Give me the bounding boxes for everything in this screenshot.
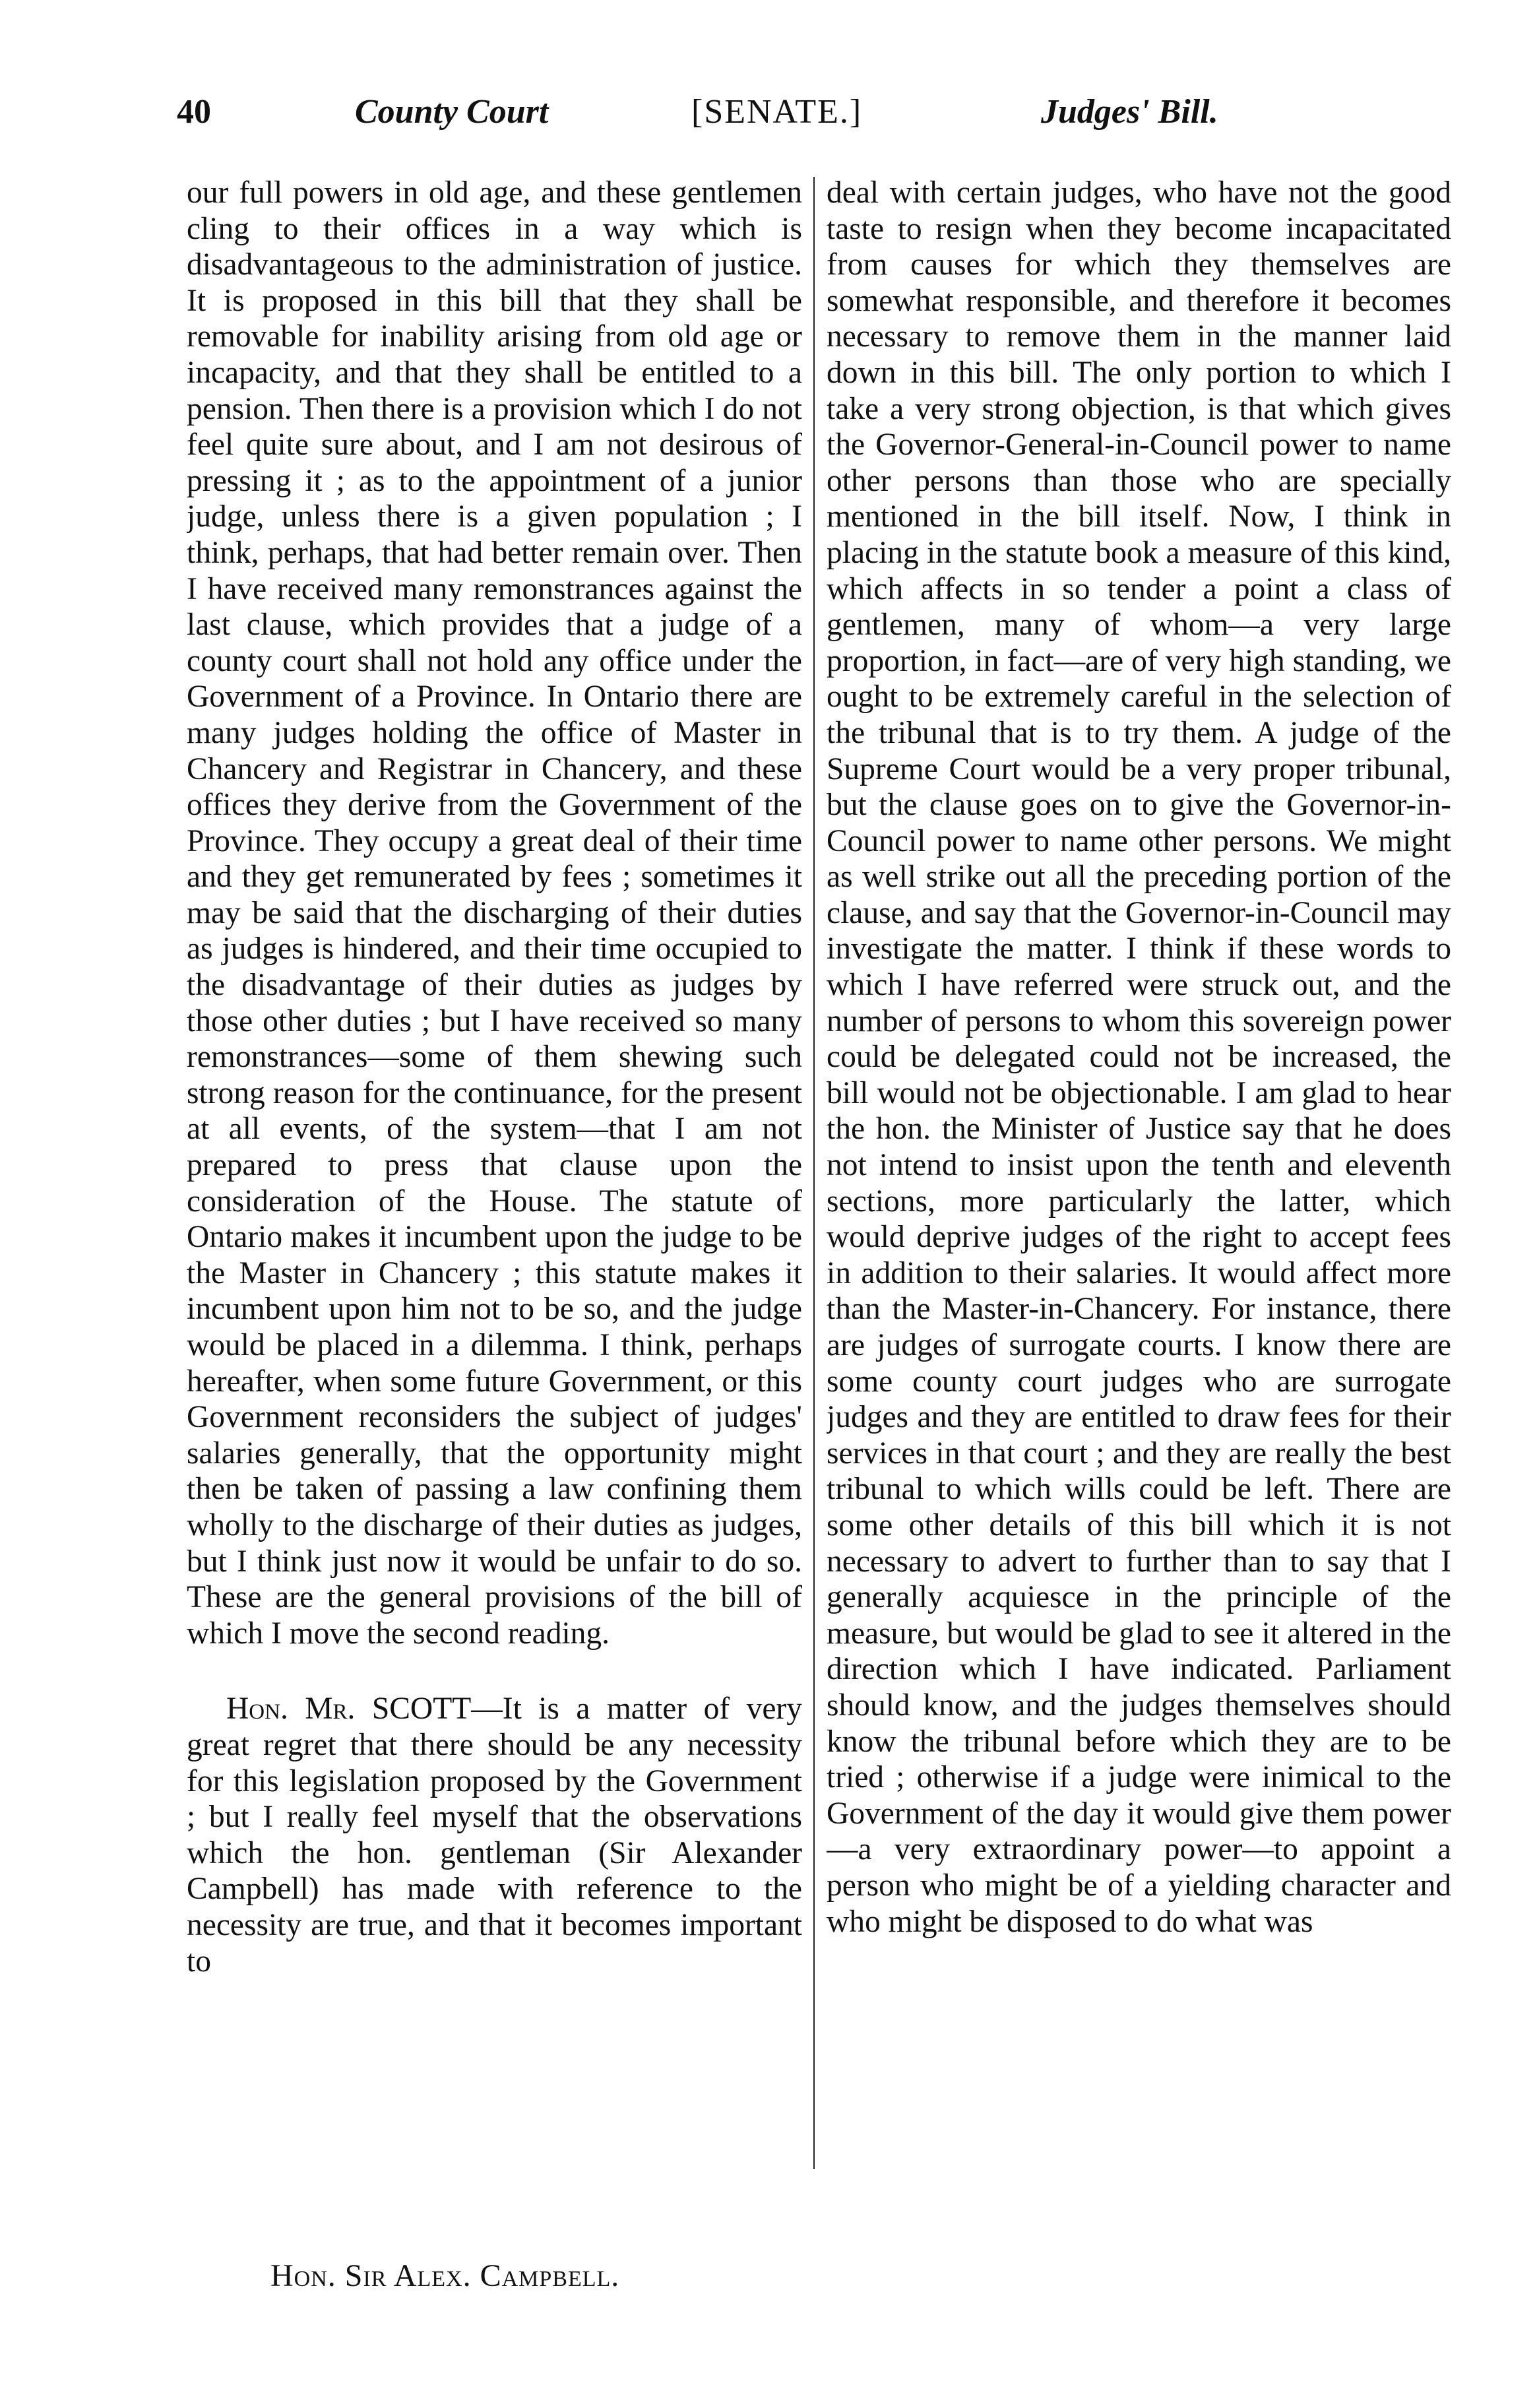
page-number: 40 xyxy=(177,93,211,131)
left-paragraph-2: —It is a matter of very great regret that there should be any necessity for this legislation proposed by the Government ; but I really feel myself that the observations which the hon. gentleman (Sir Alexander Campbell) has made with reference to the necessity are true, and that it becomes important to xyxy=(187,1692,802,1979)
left-paragraph-1: our full powers in old age, and these gentlemen cling to their offices in a way which is disadvantageous to the administration of justice. It is proposed in this bill that they shall be removable for inability arising from old age or incapacity, and that they shall be entitled to a pension. Then there is a provision which I do not feel quite sure about, and I am not desirous of pressing it ; as to the appointment of a junior judge, unless there is a given population ; I think, perhaps, that had better remain over. Then I have received many remonstrances against the last clause, which provides that a judge of a county court shall not hold any office under the Government of a Province. In Ontario there are many judges holding the office of Master in Chancery and Registrar in Chancery, and these offices they derive from the Government of the Province. They occupy a great deal of their time and they get remunerated by fees ; sometimes it may be said that the discharging of their duties as judges is hindered, and their time occupied to the disadvantage of their duties as judges by those other duties ; but I have received so many remonstrances—some of them shewing such strong reason for the continuance, for the present at all events, of the system—that I am not prepared to press that clause upon the consideration of the House. The statute of Ontario makes it incumbent upon the judge to be the Master in Chancery ; this statute makes it incumbent upon him not to be so, and the judge would be placed in a dilemma. I think, perhaps hereafter, when some future Government, or this Government reconsiders the subject of judges' salaries generally, that the opportunity might then be taken of passing a law confining them wholly to the discharge of their duties as judges, but I think just now it would be unfair to do so. These are the general provisions of the bill of which I move the second reading. xyxy=(187,175,802,1651)
right-paragraph-1: deal with certain judges, who have not the good taste to resign when they become incapacitated from causes for which they themselves are somewhat responsible, and therefore it becomes necessary to remove them in the manner laid down in this bill. The only portion to which I take a very strong objection, is that which gives the Governor-General-in-Council power to name other persons than those who are specially mentioned in the bill itself. Now, I think in placing in the statute book a measure of this kind, which affects in so tender a point a class of gentlemen, many of whom—a very large proportion, in fact—are of very high standing, we ought to be extremely careful in the selection of the tribunal that is to try them. A judge of the Supreme Court would be a very proper tribunal, but the clause goes on to give the Governor-in-Council power to name other persons. We might as well strike out all the preceding portion of the clause, and say that the Governor-in-Council may investigate the matter. I think if these words to which I have referred were struck out, and the number of persons to whom this sovereign power could be delegated could not be increased, the bill would not be objectionable. I am glad to hear the hon. the Minister of Justice say that he does not intend to insist upon the tenth and eleventh sections, more particularly the latter, which would deprive judges of the right to accept fees in addition to their salaries. It would affect more than the Master-in-Chancery. For instance, there are judges of surrogate courts. I know there are some county court judges who are surrogate judges and they are entitled to draw fees for their services in that court ; and they are really the best tribunal to which wills could be left. There are some other details of this bill which it is not necessary to advert to further than to say that I generally acquiesce in the principle of the measure, but would be glad to see it altered in the direction which I have indicated. Parliament should know, and the judges themselves should know the tribunal before which they are to be tried ; otherwise if a judge were inimical to the Government of the day it would give them power—a very extraordinary power—to appoint a person who might be of a yielding character and who might be disposed to do what was xyxy=(827,175,1451,1939)
running-title-center: [SENATE.] xyxy=(691,93,863,131)
running-title-left: County Court xyxy=(355,93,549,131)
footer-speaker-name: Hon. Sir Alex. Campbell. xyxy=(270,2258,620,2293)
speech-scott xyxy=(187,1691,802,1979)
page-header xyxy=(177,86,1311,139)
running-title-right: Judges' Bill. xyxy=(1041,93,1218,131)
column-divider xyxy=(813,177,815,2169)
left-column xyxy=(187,175,802,2220)
right-column xyxy=(827,175,1451,2220)
speaker-label: Hon. Mr. SCOTT xyxy=(226,1692,472,1727)
